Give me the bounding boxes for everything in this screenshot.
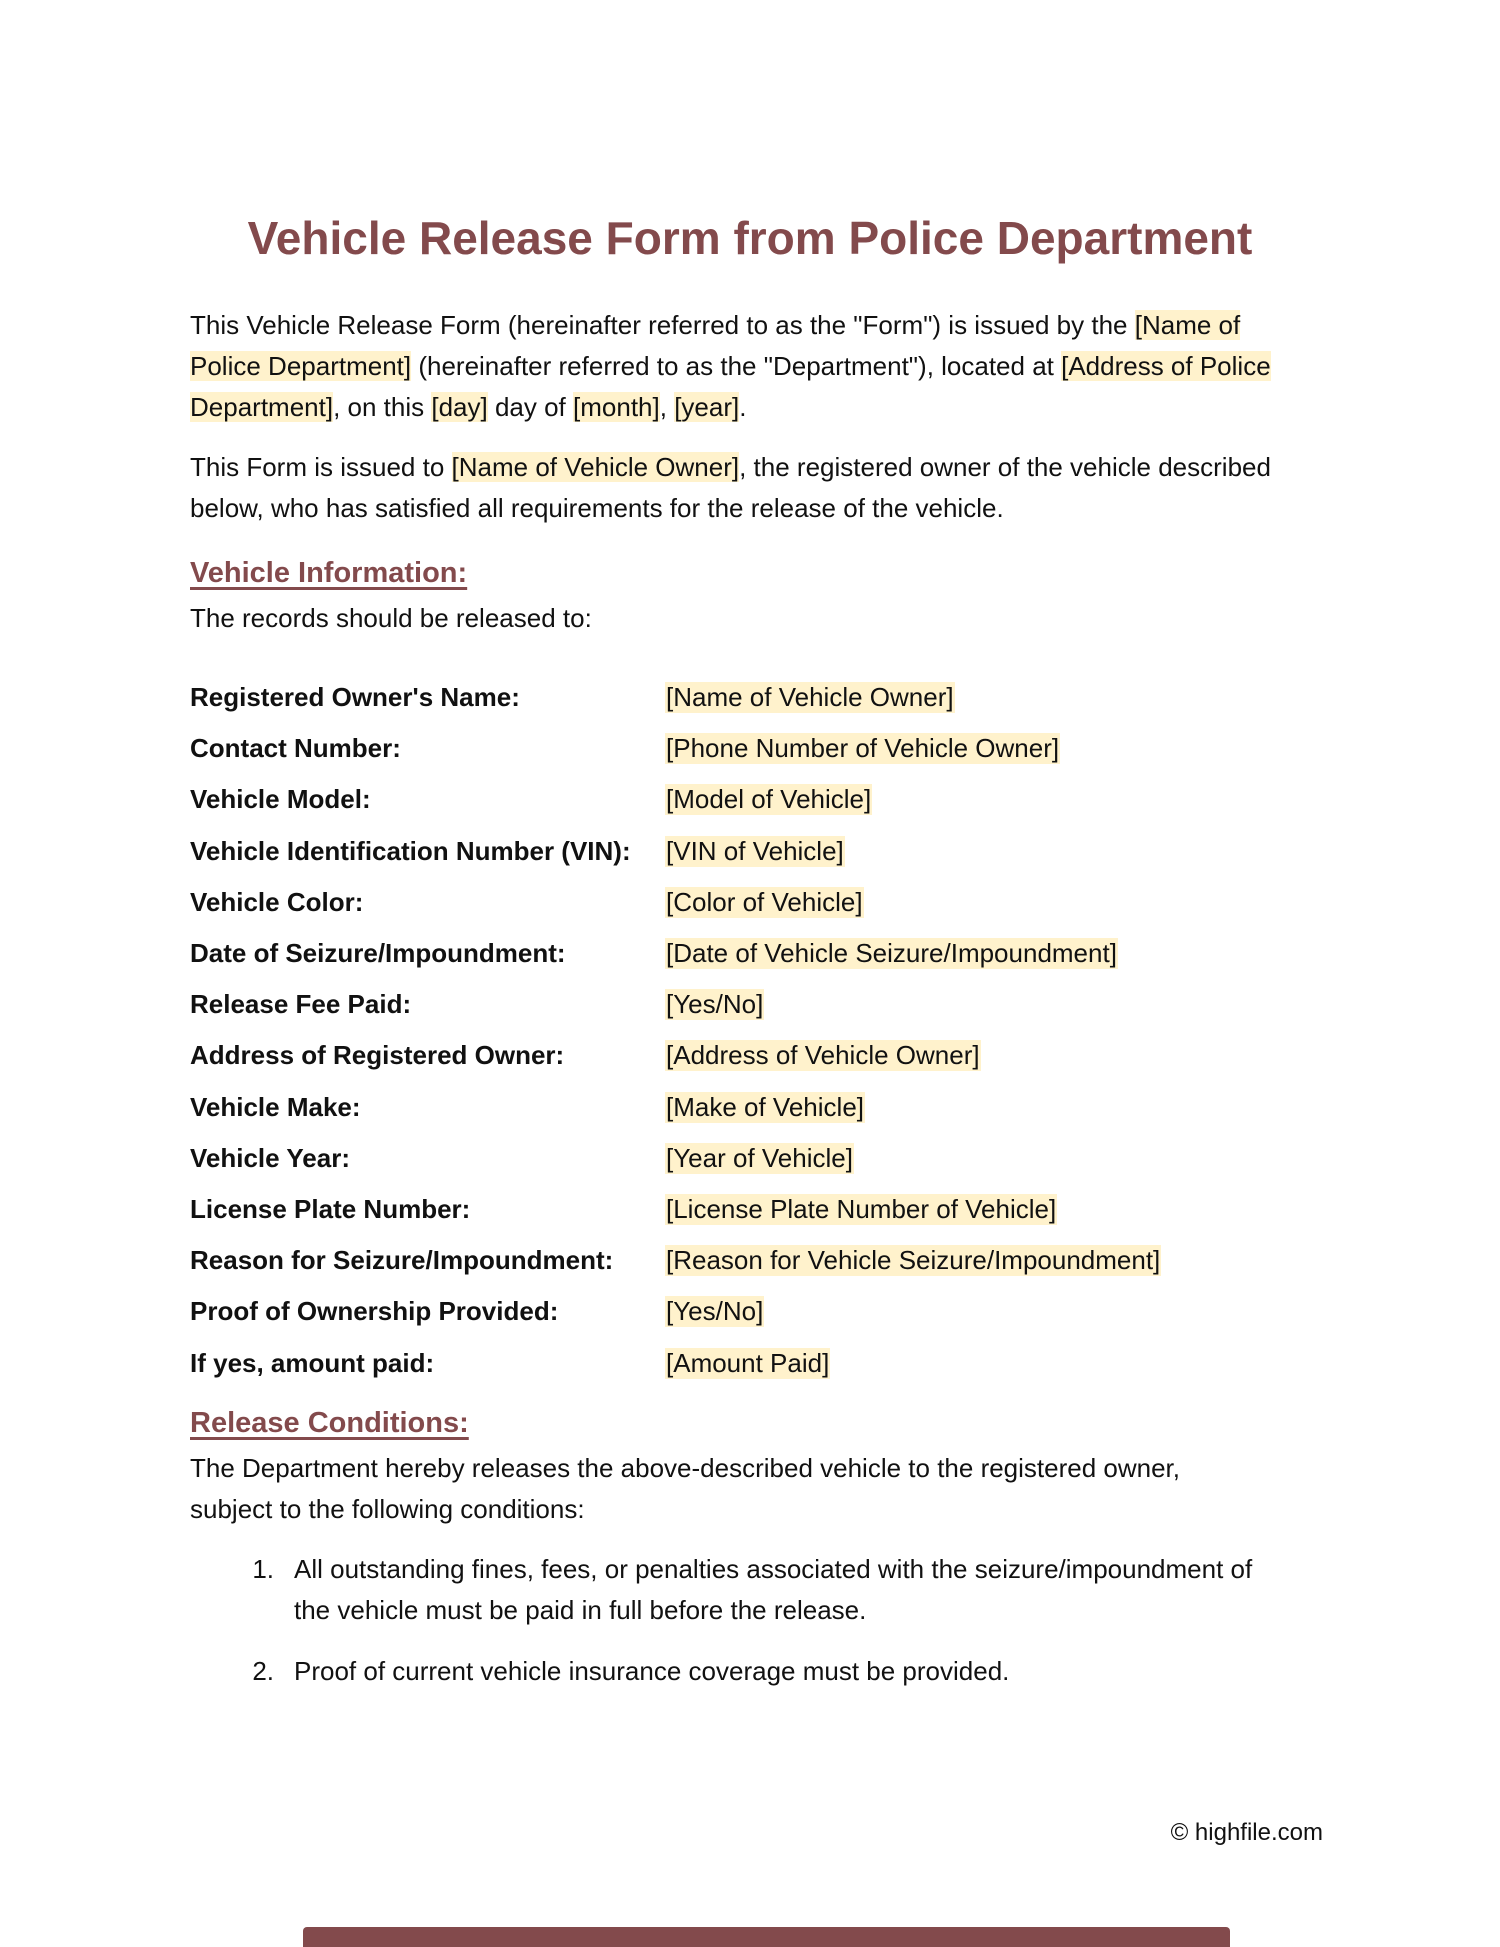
text: (hereinafter referred to as the "Department"), located at — [411, 351, 1062, 381]
police-department-address-field[interactable]: [Address of Police Department] — [190, 351, 1271, 422]
bottom-decorative-bar — [303, 1927, 1230, 1947]
field-value[interactable]: [Year of Vehicle] — [666, 1142, 853, 1173]
field-row — [190, 1082, 1290, 1133]
vehicle-information-heading: Vehicle Information: — [190, 557, 468, 589]
field-value[interactable]: [Yes/No] — [666, 1296, 764, 1327]
field-row — [190, 1184, 1290, 1235]
field-value[interactable]: [Reason for Vehicle Seizure/Impoundment] — [666, 1245, 1161, 1276]
condition-text: All outstanding fines, fees, or penalties associated with the seizure/impoundment of the vehicle must be paid in full before the release. — [294, 1554, 1253, 1625]
field-label: Date of Seizure/Impoundment: — [190, 938, 566, 969]
text: This Form is issued to — [190, 452, 452, 482]
field-label: Address of Registered Owner: — [190, 1040, 565, 1071]
copyright-footer: © highfile.com — [1170, 1819, 1323, 1846]
release-conditions-section — [190, 1403, 1290, 1712]
release-conditions-heading: Release Conditions: — [190, 1407, 469, 1439]
field-row — [190, 723, 1290, 774]
field-row — [190, 979, 1290, 1030]
field-label: Vehicle Year: — [190, 1142, 350, 1173]
month-field[interactable]: [month] — [573, 392, 660, 422]
field-value[interactable]: [Name of Vehicle Owner] — [666, 682, 954, 713]
field-row — [190, 826, 1290, 877]
text: . — [739, 392, 747, 422]
field-value[interactable]: [License Plate Number of Vehicle] — [666, 1193, 1057, 1224]
document-title: Vehicle Release Form from Police Department — [247, 211, 1253, 264]
field-row — [190, 1235, 1290, 1286]
field-value[interactable]: [Make of Vehicle] — [666, 1091, 864, 1122]
condition-number: 1. — [252, 1554, 274, 1584]
conditions-list — [190, 1549, 1290, 1692]
vehicle-fields-table — [190, 672, 1290, 1389]
release-conditions-intro: The Department hereby releases the above-described vehicle to the registered owner, subject to the following conditions: — [190, 1453, 1181, 1524]
intro-paragraph-2 — [190, 447, 1290, 529]
field-value[interactable]: [Address of Vehicle Owner] — [666, 1040, 980, 1071]
field-row — [190, 1133, 1290, 1184]
field-row — [190, 672, 1290, 723]
year-field[interactable]: [year] — [674, 392, 740, 422]
field-label: Vehicle Model: — [190, 784, 371, 815]
field-value[interactable]: [Model of Vehicle] — [666, 784, 872, 815]
field-row — [190, 877, 1290, 928]
vehicle-information-header — [190, 553, 1290, 639]
field-row — [190, 1337, 1290, 1388]
field-label: Reason for Seizure/Impoundment: — [190, 1245, 614, 1276]
condition-item — [190, 1549, 1290, 1631]
field-label: Registered Owner's Name: — [190, 682, 520, 713]
vehicle-information-subtext: The records should be released to: — [190, 603, 592, 633]
field-label: License Plate Number: — [190, 1193, 471, 1224]
field-label: Contact Number: — [190, 733, 401, 764]
field-label: Vehicle Color: — [190, 886, 364, 917]
text: This Vehicle Release Form (hereinafter referred to as the "Form") is issued by the — [190, 310, 1135, 340]
intro-section — [190, 305, 1290, 529]
field-value[interactable]: [Amount Paid] — [666, 1347, 830, 1378]
condition-text: Proof of current vehicle insurance coverage must be provided. — [294, 1656, 1010, 1686]
field-row — [190, 1286, 1290, 1337]
field-label: If yes, amount paid: — [190, 1347, 435, 1378]
day-field[interactable]: [day] — [431, 392, 488, 422]
field-value[interactable]: [Date of Vehicle Seizure/Impoundment] — [666, 938, 1117, 969]
field-label: Proof of Ownership Provided: — [190, 1296, 559, 1327]
condition-item — [190, 1651, 1290, 1692]
field-value[interactable]: [Phone Number of Vehicle Owner] — [666, 733, 1060, 764]
field-value[interactable]: [VIN of Vehicle] — [666, 835, 844, 866]
police-department-name-field[interactable]: [Name of Police Department] — [190, 310, 1241, 381]
field-row — [190, 928, 1290, 979]
condition-number: 2. — [252, 1656, 274, 1686]
intro-paragraph-1 — [190, 305, 1290, 428]
field-value[interactable]: [Yes/No] — [666, 989, 764, 1020]
field-label: Vehicle Make: — [190, 1091, 361, 1122]
vehicle-owner-name-field[interactable]: [Name of Vehicle Owner] — [451, 452, 740, 482]
text: , — [659, 392, 675, 422]
field-label: Vehicle Identification Number (VIN): — [190, 835, 631, 866]
field-row — [190, 1030, 1290, 1081]
text: day of — [487, 392, 574, 422]
field-row — [190, 774, 1290, 825]
field-value[interactable]: [Color of Vehicle] — [666, 886, 863, 917]
text: , on this — [333, 392, 432, 422]
field-label: Release Fee Paid: — [190, 989, 412, 1020]
text: , the registered owner of the vehicle described below, who has satisfied all requirements for the release of the vehicle. — [190, 452, 1271, 523]
